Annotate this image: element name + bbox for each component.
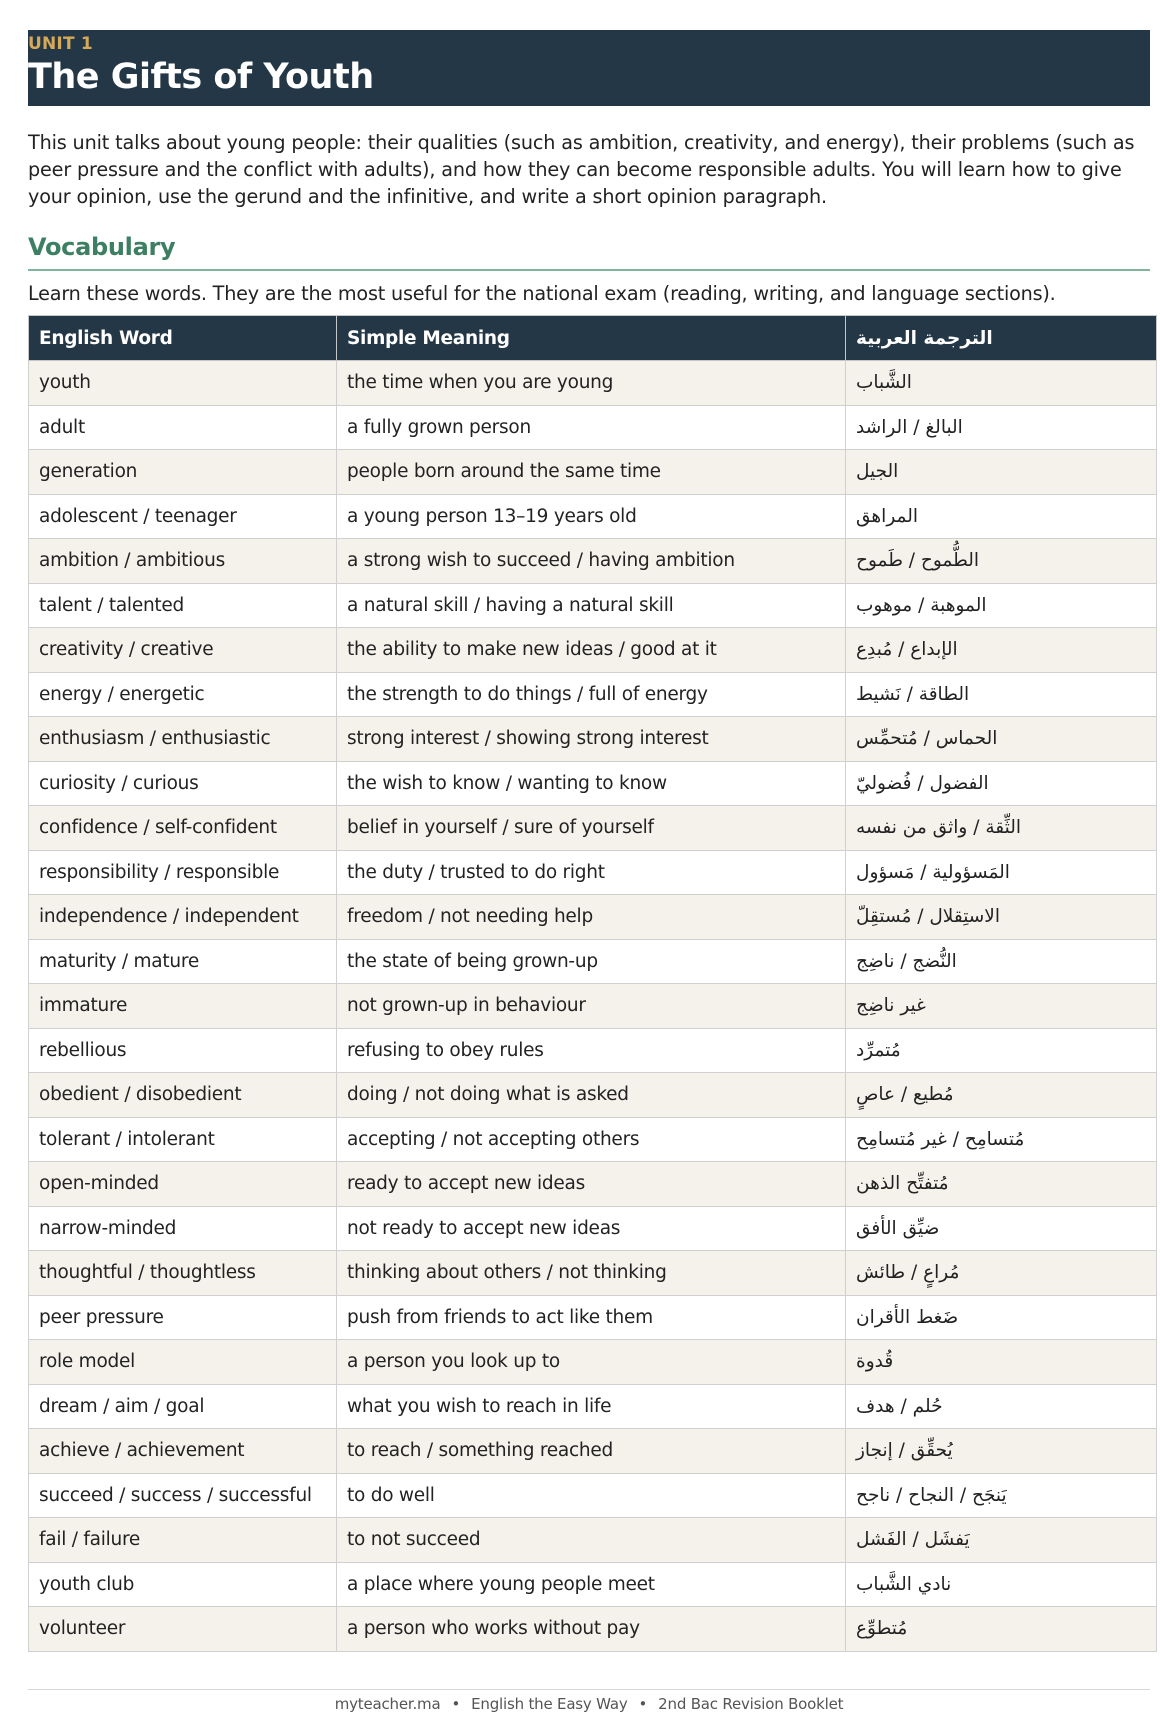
arabic-translation-cell: [846, 539, 1157, 584]
english-word-cell: youth: [29, 361, 337, 406]
english-word-cell: immature: [29, 984, 337, 1029]
table-row: [29, 1251, 1157, 1296]
arabic-translation-cell: [846, 895, 1157, 940]
english-word-cell: obedient / disobedient: [29, 1073, 337, 1118]
arabic-translation-text: الحماس / مُتحمِّس: [856, 728, 998, 750]
table-row: [29, 939, 1157, 984]
meaning-cell: ready to accept new ideas: [337, 1162, 846, 1207]
english-word-cell: tolerant / intolerant: [29, 1117, 337, 1162]
arabic-translation-cell: [846, 1607, 1157, 1652]
meaning-cell: to reach / something reached: [337, 1429, 846, 1474]
english-word-cell: generation: [29, 450, 337, 495]
arabic-translation-cell: [846, 717, 1157, 762]
arabic-translation-text: غير ناضِج: [856, 995, 926, 1017]
english-word-cell: adult: [29, 405, 337, 450]
meaning-cell: the duty / trusted to do right: [337, 850, 846, 895]
arabic-translation-text: الطاقة / نَشيط: [856, 683, 970, 705]
arabic-translation-text: المراهق: [856, 505, 919, 527]
english-word-cell: thoughtful / thoughtless: [29, 1251, 337, 1296]
english-word-cell: independence / independent: [29, 895, 337, 940]
arabic-translation-text: ضَغط الأقران: [856, 1306, 959, 1328]
meaning-cell: a fully grown person: [337, 405, 846, 450]
footer-booklet: 2nd Bac Revision Booklet: [658, 1695, 844, 1713]
arabic-translation-cell: [846, 939, 1157, 984]
meaning-cell: strong interest / showing strong interest: [337, 717, 846, 762]
vocabulary-heading: Vocabulary: [28, 233, 1150, 271]
arabic-translation-text: مُطيع / عاصٍ: [856, 1084, 954, 1106]
page: [28, 30, 1150, 1652]
english-word-cell: dream / aim / goal: [29, 1384, 337, 1429]
arabic-translation-text: مُتطوِّع: [856, 1618, 908, 1640]
arabic-translation-cell: [846, 984, 1157, 1029]
meaning-cell: refusing to obey rules: [337, 1028, 846, 1073]
table-row: [29, 1340, 1157, 1385]
arabic-translation-text: ضيِّق الأفق: [856, 1217, 940, 1239]
table-row: [29, 717, 1157, 762]
table-row: [29, 539, 1157, 584]
meaning-cell: belief in yourself / sure of yourself: [337, 806, 846, 851]
table-row: [29, 806, 1157, 851]
vocabulary-instruction: Learn these words. They are the most useful for the national exam (reading, writing, and language sections).: [28, 282, 1056, 305]
arabic-translation-cell: [846, 1295, 1157, 1340]
arabic-translation-text: يُحقِّق / إنجاز: [856, 1440, 953, 1462]
meaning-cell: doing / not doing what is asked: [337, 1073, 846, 1118]
table-row: [29, 1117, 1157, 1162]
arabic-translation-cell: [846, 1162, 1157, 1207]
arabic-translation-cell: [846, 672, 1157, 717]
arabic-translation-cell: [846, 1117, 1157, 1162]
table-row: [29, 761, 1157, 806]
footer-separator: •: [638, 1695, 648, 1713]
arabic-translation-cell: [846, 1340, 1157, 1385]
table-row: [29, 1073, 1157, 1118]
table-row: [29, 583, 1157, 628]
english-word-cell: creativity / creative: [29, 628, 337, 673]
meaning-cell: freedom / not needing help: [337, 895, 846, 940]
meaning-cell: accepting / not accepting others: [337, 1117, 846, 1162]
arabic-translation-cell: [846, 1028, 1157, 1073]
arabic-translation-text: الإبداع / مُبدِع: [856, 639, 958, 661]
english-word-cell: maturity / mature: [29, 939, 337, 984]
unit-header: [28, 30, 1150, 106]
arabic-translation-text: حُلم / هدف: [856, 1395, 943, 1417]
column-header-arabic: [846, 316, 1157, 361]
arabic-translation-cell: [846, 1473, 1157, 1518]
table-row: [29, 494, 1157, 539]
table-row: [29, 1562, 1157, 1607]
intro-paragraph: This unit talks about young people: their qualities (such as ambition, creativity, and energy), their problems (such as peer pressure and the conflict with adults), and how they can become responsible adults. You will learn how to give your opinion, use the gerund and the infinitive, and write a short opinion paragraph.: [28, 131, 1135, 208]
english-word-cell: volunteer: [29, 1607, 337, 1652]
meaning-cell: the time when you are young: [337, 361, 846, 406]
vocabulary-table: [28, 315, 1157, 1652]
meaning-cell: not ready to accept new ideas: [337, 1206, 846, 1251]
table-row: [29, 672, 1157, 717]
english-word-cell: ambition / ambitious: [29, 539, 337, 584]
meaning-cell: a strong wish to succeed / having ambition: [337, 539, 846, 584]
footer-series: English the Easy Way: [471, 1695, 628, 1713]
table-row: [29, 361, 1157, 406]
arabic-translation-text: الاستِقلال / مُستقِلّ: [856, 906, 1000, 928]
meaning-cell: the state of being grown-up: [337, 939, 846, 984]
meaning-cell: the ability to make new ideas / good at it: [337, 628, 846, 673]
meaning-cell: a place where young people meet: [337, 1562, 846, 1607]
column-header-arabic-label: الترجمة العربية: [856, 327, 993, 349]
arabic-translation-text: مُتمرِّد: [856, 1039, 901, 1061]
table-row: [29, 1028, 1157, 1073]
meaning-cell: to not succeed: [337, 1518, 846, 1563]
arabic-translation-text: الثِّقة / واثق من نفسه: [856, 817, 1021, 839]
arabic-translation-text: المَسؤولية / مَسؤول: [856, 861, 1010, 883]
meaning-cell: not grown-up in behaviour: [337, 984, 846, 1029]
arabic-translation-text: النُّضج / ناضِج: [856, 950, 957, 972]
arabic-translation-cell: [846, 628, 1157, 673]
english-word-cell: curiosity / curious: [29, 761, 337, 806]
table-row: [29, 1295, 1157, 1340]
table-row: [29, 450, 1157, 495]
table-row: [29, 628, 1157, 673]
footer: [28, 1695, 1150, 1713]
arabic-translation-cell: [846, 1429, 1157, 1474]
english-word-cell: responsibility / responsible: [29, 850, 337, 895]
meaning-cell: a person you look up to: [337, 1340, 846, 1385]
arabic-translation-text: نادي الشَّباب: [856, 1573, 952, 1595]
english-word-cell: youth club: [29, 1562, 337, 1607]
table-row: [29, 895, 1157, 940]
arabic-translation-cell: [846, 450, 1157, 495]
arabic-translation-cell: [846, 583, 1157, 628]
arabic-translation-text: مُتسامِح / غير مُتسامِح: [856, 1128, 1025, 1150]
english-word-cell: talent / talented: [29, 583, 337, 628]
table-row: [29, 1162, 1157, 1207]
arabic-translation-cell: [846, 850, 1157, 895]
arabic-translation-text: يَفشَل / الفَشل: [856, 1529, 970, 1551]
meaning-cell: to do well: [337, 1473, 846, 1518]
table-row: [29, 1429, 1157, 1474]
arabic-translation-text: البالغ / الراشد: [856, 416, 963, 438]
arabic-translation-text: الطُّموح / طَموح: [856, 550, 980, 572]
table-row: [29, 1607, 1157, 1652]
arabic-translation-cell: [846, 1518, 1157, 1563]
meaning-cell: what you wish to reach in life: [337, 1384, 846, 1429]
meaning-cell: a natural skill / having a natural skill: [337, 583, 846, 628]
column-header-english: English Word: [29, 316, 337, 361]
arabic-translation-cell: [846, 1206, 1157, 1251]
english-word-cell: energy / energetic: [29, 672, 337, 717]
arabic-translation-cell: [846, 761, 1157, 806]
meaning-cell: a young person 13–19 years old: [337, 494, 846, 539]
arabic-translation-cell: [846, 1384, 1157, 1429]
unit-title: The Gifts of Youth: [28, 57, 374, 97]
arabic-translation-text: الموهبة / موهوب: [856, 594, 987, 616]
table-row: [29, 850, 1157, 895]
english-word-cell: enthusiasm / enthusiastic: [29, 717, 337, 762]
english-word-cell: role model: [29, 1340, 337, 1385]
meaning-cell: the strength to do things / full of energy: [337, 672, 846, 717]
vocabulary-table-body: [29, 361, 1157, 1652]
arabic-translation-text: يَنجَح / النجاح / ناجح: [856, 1484, 1007, 1506]
table-row: [29, 1384, 1157, 1429]
meaning-cell: a person who works without pay: [337, 1607, 846, 1652]
english-word-cell: succeed / success / successful: [29, 1473, 337, 1518]
meaning-cell: the wish to know / wanting to know: [337, 761, 846, 806]
column-header-meaning: Simple Meaning: [337, 316, 846, 361]
table-row: [29, 984, 1157, 1029]
table-row: [29, 405, 1157, 450]
table-row: [29, 1473, 1157, 1518]
table-row: [29, 1206, 1157, 1251]
english-word-cell: rebellious: [29, 1028, 337, 1073]
meaning-cell: people born around the same time: [337, 450, 846, 495]
arabic-translation-text: الفضول / فُضوليّ: [856, 772, 989, 794]
arabic-translation-cell: [846, 1073, 1157, 1118]
meaning-cell: thinking about others / not thinking: [337, 1251, 846, 1296]
arabic-translation-text: مُتفتِّح الذهن: [856, 1173, 949, 1195]
english-word-cell: narrow-minded: [29, 1206, 337, 1251]
arabic-translation-cell: [846, 1251, 1157, 1296]
meaning-cell: push from friends to act like them: [337, 1295, 846, 1340]
table-row: [29, 1518, 1157, 1563]
arabic-translation-cell: [846, 806, 1157, 851]
english-word-cell: open-minded: [29, 1162, 337, 1207]
english-word-cell: peer pressure: [29, 1295, 337, 1340]
arabic-translation-text: قُدوة: [856, 1351, 894, 1373]
arabic-translation-text: مُراعٍ / طائش: [856, 1262, 960, 1284]
english-word-cell: fail / failure: [29, 1518, 337, 1563]
english-word-cell: achieve / achievement: [29, 1429, 337, 1474]
table-header-row: [29, 316, 1157, 361]
arabic-translation-cell: [846, 1562, 1157, 1607]
footer-site: myteacher.ma: [334, 1695, 441, 1713]
unit-label: UNIT 1: [28, 34, 93, 54]
arabic-translation-cell: [846, 361, 1157, 406]
arabic-translation-cell: [846, 494, 1157, 539]
arabic-translation-text: الجيل: [856, 461, 899, 483]
arabic-translation-cell: [846, 405, 1157, 450]
footer-divider: [28, 1689, 1150, 1690]
english-word-cell: confidence / self-confident: [29, 806, 337, 851]
arabic-translation-text: الشَّباب: [856, 372, 912, 394]
footer-separator: •: [451, 1695, 461, 1713]
english-word-cell: adolescent / teenager: [29, 494, 337, 539]
